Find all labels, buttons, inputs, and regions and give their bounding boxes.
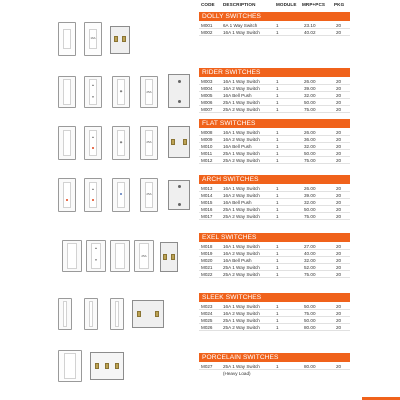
cell-pkg: 20 (336, 251, 342, 256)
table-row (199, 363, 350, 370)
cell-mrp: 50.00 (304, 304, 316, 309)
arch-switch-side-image (168, 180, 190, 210)
cell-description: 25A 2 Way Switch (223, 158, 260, 163)
table-row (199, 157, 350, 164)
section-dolly-switches (199, 12, 350, 21)
switch-rocker (67, 243, 77, 268)
section-rider-switches (199, 68, 350, 77)
sleek-switch-1way-image (58, 298, 72, 330)
cell-mrp: 26.00 (304, 130, 316, 135)
screw-hole-icon (178, 185, 181, 188)
cell-code: M021 (201, 265, 213, 270)
brass-terminal-icon (115, 363, 119, 369)
cell-code: M019 (201, 251, 213, 256)
exel-bell-push-image (110, 240, 130, 272)
cell-mrp: 50.00 (304, 318, 316, 323)
cell-code: M007 (201, 107, 213, 112)
table-row (199, 92, 350, 99)
table-row (199, 264, 350, 271)
switch-rocker (89, 182, 98, 209)
cell-mrp: 50.00 (304, 151, 316, 156)
dolly-switch-16a-image (84, 22, 102, 56)
arch-bell-push-image (112, 178, 130, 212)
section-porcelain-switches (199, 353, 350, 362)
cell-description: 6A 1 Way Switch (223, 23, 258, 28)
cell-pkg: 20 (336, 318, 342, 323)
cell-description: 16A 1 Way Switch (223, 30, 260, 35)
dolly-switch-6a-image (58, 22, 76, 56)
header-module: MODULE (276, 2, 297, 7)
switch-rocker (115, 243, 125, 268)
section-exel-switches (199, 233, 350, 242)
cell-mrp: 75.00 (304, 214, 316, 219)
rider-switch-1way-image (58, 76, 76, 108)
switch-rocker (115, 301, 120, 326)
cell-mrp: 39.00 (304, 86, 316, 91)
dolly-switch-side-image (110, 26, 130, 54)
cell-code: M001 (201, 23, 213, 28)
cell-code: M020 (201, 258, 213, 263)
porcelain-switch-side-image (90, 352, 124, 380)
cell-mrp: 52.00 (304, 265, 316, 270)
header-pkg: PKG (334, 2, 345, 7)
sleek-switch-side-image (132, 300, 164, 328)
cell-pkg: 20 (336, 158, 342, 163)
cell-pkg: 20 (336, 23, 342, 28)
cell-pkg: 20 (336, 325, 342, 330)
cell-mrp: 27.00 (304, 244, 316, 249)
indicator-dot-icon (66, 199, 68, 201)
cell-code: M024 (201, 311, 213, 316)
rider-switch-2way-image (84, 76, 102, 108)
cell-code: M023 (201, 304, 213, 309)
section-flat-switches (199, 119, 350, 128)
table-row (199, 78, 350, 85)
cell-code: M011 (201, 151, 213, 156)
cell-module: 1 (276, 100, 279, 105)
section-arch-switches (199, 175, 350, 184)
table-row (199, 250, 350, 257)
header-mrp: MRP+PCS (302, 2, 326, 7)
cell-code: M006 (201, 100, 213, 105)
cell-code: M015 (201, 200, 213, 205)
cell-module: 1 (276, 272, 279, 277)
brass-terminal-icon (163, 254, 167, 260)
cell-mrp: 75.00 (304, 311, 316, 316)
cell-code: M014 (201, 193, 213, 198)
flat-bell-push-image (112, 126, 130, 160)
flat-switch-side-image (168, 126, 190, 158)
cell-mrp: 32.00 (304, 144, 316, 149)
header-code: CODE (201, 2, 215, 7)
table-row (199, 136, 350, 143)
cell-mrp: 26.00 (304, 79, 316, 84)
cell-mrp: 39.00 (304, 193, 316, 198)
cell-description: 25A 1 Way Switch (223, 151, 260, 156)
porcelain-switch-front-image (58, 350, 82, 382)
cell-module: 1 (276, 304, 279, 309)
table-row (199, 213, 350, 220)
flat-switch-1way-image (58, 126, 76, 160)
cell-mrp: 40.02 (304, 30, 316, 35)
cell-description: 16A Bell Push (223, 258, 252, 263)
cell-code: M013 (201, 186, 213, 191)
cell-mrp: 80.00 (304, 325, 316, 330)
cell-description: 16A 2 Way Switch (223, 86, 260, 91)
cell-code: M009 (201, 137, 213, 142)
cell-code: M004 (201, 86, 213, 91)
cell-pkg: 20 (336, 144, 342, 149)
screw-hole-icon (178, 80, 181, 83)
table-row (199, 310, 350, 317)
cell-module: 1 (276, 30, 279, 35)
arch-switch-2way-image (84, 178, 102, 212)
cell-module: 1 (276, 200, 279, 205)
cell-code: M025 (201, 318, 213, 323)
cell-description: 16A 1 Way Switch (223, 186, 260, 191)
cell-mrp: 75.00 (304, 272, 316, 277)
rider-switch-side-image (168, 74, 190, 108)
cell-description: 25A 2 Way Switch (223, 107, 260, 112)
cell-pkg: 20 (336, 151, 342, 156)
cell-module: 1 (276, 93, 279, 98)
table-row (199, 106, 350, 113)
cell-pkg: 20 (336, 200, 342, 205)
section-title: EXEL SWITCHES (202, 234, 257, 241)
cell-description: 25A 2 Way Switch (223, 325, 260, 330)
cell-mrp: 40.00 (304, 251, 316, 256)
cell-module: 1 (276, 364, 279, 369)
cell-pkg: 20 (336, 272, 342, 277)
cell-description: 16A 1 Way Switch (223, 244, 260, 249)
cell-module: 1 (276, 251, 279, 256)
cell-description: 25A 1 Way Switch (223, 100, 260, 105)
table-row (199, 199, 350, 206)
switch-rocker (63, 301, 68, 326)
switch-rocker (63, 182, 72, 209)
cell-pkg: 20 (336, 79, 342, 84)
section-title: RIDER SWITCHES (202, 69, 261, 76)
cell-description: 16A Bell Push (223, 93, 252, 98)
table-row (199, 22, 350, 29)
cell-code: M026 (201, 325, 213, 330)
switch-rocker (63, 79, 72, 104)
cell-description: 25A 2 Way Switch (223, 272, 260, 277)
cell-mrp: 23.10 (304, 23, 316, 28)
cell-description: 16A 1 Way Switch (223, 130, 260, 135)
arrow-down-icon: ▼ (91, 95, 95, 99)
arch-switch-25a-image (140, 178, 158, 212)
cell-code: M005 (201, 93, 213, 98)
cell-module: 1 (276, 186, 279, 191)
sleek-switch-2way-image (84, 298, 98, 330)
cell-mrp: 26.00 (304, 186, 316, 191)
indicator-dot-icon (92, 199, 94, 201)
cell-mrp: 32.00 (304, 200, 316, 205)
brass-terminal-icon (171, 254, 175, 260)
cell-pkg: 20 (336, 304, 342, 309)
cell-code: M016 (201, 207, 213, 212)
arrow-up-icon: ▲ (94, 246, 98, 251)
switch-rating-mark: 25A (146, 140, 152, 145)
cell-pkg: 20 (336, 107, 342, 112)
indicator-dot-icon (92, 147, 94, 149)
cell-description: 25A 1 Way Switch (223, 207, 260, 212)
cell-description: 25A 1 Way Switch (223, 318, 260, 323)
section-title: FLAT SWITCHES (202, 120, 256, 127)
cell-module: 1 (276, 244, 279, 249)
arch-switch-1way-image (58, 178, 76, 212)
cell-pkg: 20 (336, 214, 342, 219)
cell-description: 25A 1 Way Switch (223, 265, 260, 270)
table-row-note (199, 370, 350, 377)
switch-rocker (89, 130, 98, 157)
brass-terminal-icon (171, 139, 175, 145)
table-row (199, 129, 350, 136)
arrow-up-icon: ▲ (91, 83, 95, 87)
screw-hole-icon (178, 100, 181, 103)
cell-description: 16A 2 Way Switch (223, 251, 260, 256)
section-title: DOLLY SWITCHES (202, 13, 262, 20)
rider-bell-push-image (112, 76, 130, 108)
brass-terminal-icon (155, 311, 159, 317)
cell-code: M017 (201, 214, 213, 219)
switch-rating-mark: 25A (141, 253, 147, 258)
cell-code: M002 (201, 30, 213, 35)
exel-switch-25a-image (134, 240, 154, 272)
switch-rating-mark: 25A (146, 89, 152, 94)
rider-switch-25a-image (140, 76, 158, 108)
cell-pkg: 20 (336, 30, 342, 35)
cell-description: 16A 2 Way Switch (223, 311, 260, 316)
section-title: ARCH SWITCHES (202, 176, 259, 183)
screw-hole-icon (178, 203, 181, 206)
exel-switch-2way-image (86, 240, 106, 272)
cell-code: M010 (201, 144, 213, 149)
cell-code: M022 (201, 272, 213, 277)
table-row (199, 324, 350, 331)
cell-mrp: 80.00 (304, 364, 316, 369)
cell-module: 1 (276, 79, 279, 84)
cell-mrp: 32.00 (304, 258, 316, 263)
table-row (199, 243, 350, 250)
table-row (199, 150, 350, 157)
switch-rocker (63, 29, 72, 48)
flat-switch-2way-image (84, 126, 102, 160)
cell-module: 1 (276, 158, 279, 163)
cell-mrp: 75.00 (304, 158, 316, 163)
table-row (199, 85, 350, 92)
cell-description: (Heavy Load) (223, 371, 251, 376)
switch-rocker (64, 353, 76, 378)
arrow-up-icon: ▲ (91, 187, 95, 191)
cell-mrp: 36.00 (304, 137, 316, 142)
cell-pkg: 20 (336, 364, 342, 369)
cell-pkg: 20 (336, 86, 342, 91)
cell-module: 1 (276, 318, 279, 323)
cell-pkg: 20 (336, 137, 342, 142)
section-title: PORCELAIN SWITCHES (202, 354, 279, 361)
cell-module: 1 (276, 258, 279, 263)
cell-module: 1 (276, 325, 279, 330)
section-sleek-switches (199, 293, 350, 302)
cell-mrp: 75.00 (304, 107, 316, 112)
table-row (199, 271, 350, 278)
cell-pkg: 20 (336, 244, 342, 249)
cell-module: 1 (276, 207, 279, 212)
cell-pkg: 20 (336, 193, 342, 198)
cell-pkg: 20 (336, 93, 342, 98)
cell-pkg: 20 (336, 186, 342, 191)
switch-rocker (63, 130, 72, 157)
table-row (199, 317, 350, 324)
cell-pkg: 20 (336, 130, 342, 135)
cell-module: 1 (276, 86, 279, 91)
cell-code: M008 (201, 130, 213, 135)
cell-pkg: 20 (336, 258, 342, 263)
cell-description: 16A 1 Way Switch (223, 79, 260, 84)
switch-rocker (89, 301, 94, 326)
table-row (199, 185, 350, 192)
header-description: DESCRIPTION (223, 2, 256, 7)
cell-mrp: 50.00 (304, 100, 316, 105)
cell-description: 25A 1 Way Switch (223, 364, 260, 369)
cell-pkg: 20 (336, 311, 342, 316)
cell-description: 16A Bell Push (223, 144, 252, 149)
cell-module: 1 (276, 23, 279, 28)
section-title: SLEEK SWITCHES (202, 294, 262, 301)
brass-terminal-icon (95, 363, 99, 369)
cell-module: 1 (276, 151, 279, 156)
table-row (199, 192, 350, 199)
cell-code: M018 (201, 244, 213, 249)
table-row (199, 206, 350, 213)
cell-module: 1 (276, 311, 279, 316)
cell-module: 1 (276, 107, 279, 112)
table-row (199, 303, 350, 310)
switch-rating-mark: 25A (146, 192, 152, 197)
cell-module: 1 (276, 193, 279, 198)
brass-terminal-icon (183, 139, 187, 145)
cell-module: 1 (276, 137, 279, 142)
cell-module: 1 (276, 265, 279, 270)
cell-module: 1 (276, 130, 279, 135)
brass-terminal-icon (137, 311, 141, 317)
cell-description: 16A Bell Push (223, 200, 252, 205)
cell-code: M027 (201, 364, 213, 369)
table-row (199, 29, 350, 36)
flat-switch-25a-image (140, 126, 158, 160)
cell-description: 16A 2 Way Switch (223, 137, 260, 142)
switch-rating-mark: 16A (90, 36, 96, 41)
cell-description: 16A 1 Way Switch (223, 304, 260, 309)
arrow-down-icon: ▼ (94, 258, 98, 263)
cell-module: 1 (276, 144, 279, 149)
arrow-up-icon: ▲ (91, 135, 95, 139)
cell-module: 1 (276, 214, 279, 219)
brass-terminal-icon (105, 363, 109, 369)
table-row (199, 257, 350, 264)
cell-code: M012 (201, 158, 213, 163)
table-row (199, 99, 350, 106)
table-row (199, 143, 350, 150)
cell-pkg: 20 (336, 207, 342, 212)
cell-description: 16A 2 Way Switch (223, 193, 260, 198)
cell-description: 25A 2 Way Switch (223, 214, 260, 219)
cell-pkg: 20 (336, 100, 342, 105)
brass-terminal-icon (114, 36, 118, 42)
brass-terminal-icon (122, 36, 126, 42)
bell-icon: ◉ (119, 139, 123, 144)
cell-code: M003 (201, 79, 213, 84)
bell-icon: ◉ (119, 89, 123, 93)
cell-mrp: 32.00 (304, 93, 316, 98)
cell-pkg: 20 (336, 265, 342, 270)
exel-switch-side-image (160, 242, 178, 272)
cell-mrp: 50.00 (304, 207, 316, 212)
sleek-switch-25a-image (110, 298, 124, 330)
exel-switch-1way-image (62, 240, 82, 272)
